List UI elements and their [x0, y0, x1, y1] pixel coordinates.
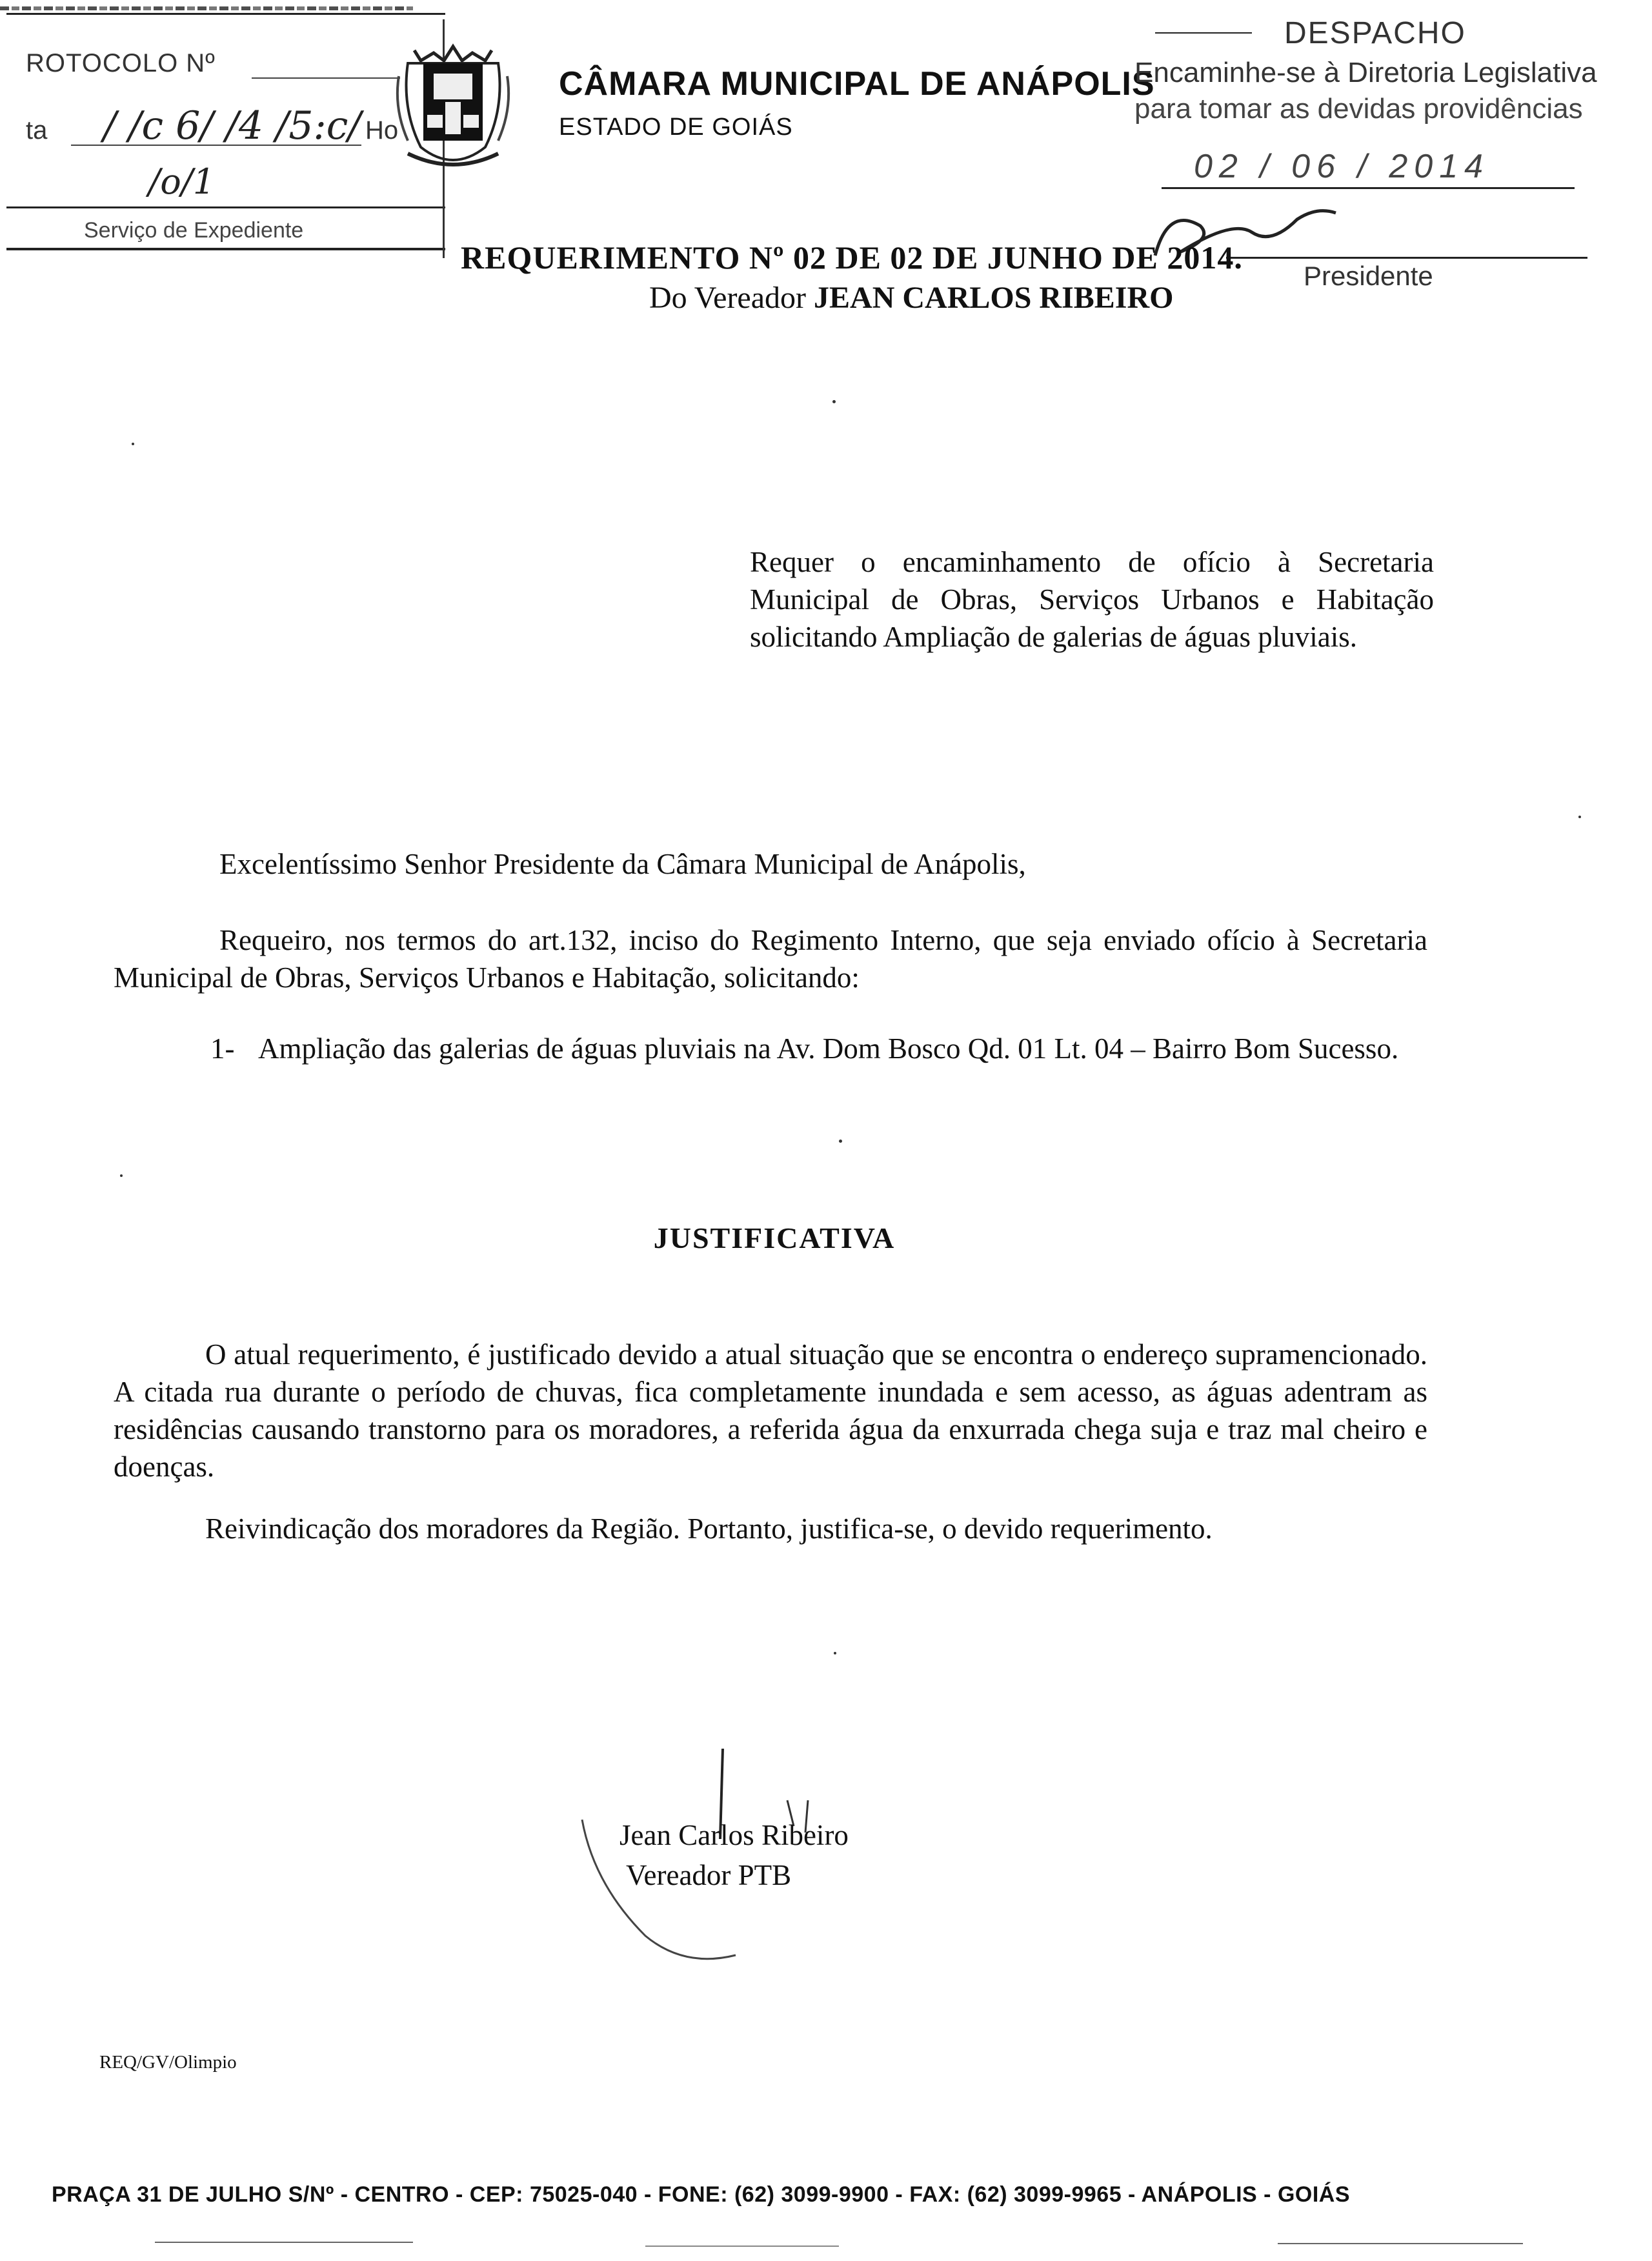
despacho-date: 02 / 06 / 2014 [1194, 148, 1490, 185]
scan-speck [132, 443, 134, 445]
author-prefix: Do Vereador [649, 281, 807, 315]
state-name: ESTADO DE GOIÁS [559, 114, 793, 141]
despacho-instruction-line-2: para tomar as devidas providências [1134, 93, 1583, 125]
author-name: JEAN CARLOS RIBEIRO [814, 281, 1174, 315]
stamp-hour-label: Ho [365, 116, 399, 145]
justification-paragraph: O atual requerimento, é justificado devido a atual situação que se encontra o endereço supramencionado. A citada rua durante o período de chuvas, fica completamente inundada e sem acesso, as águas adentram as residências causando transtorno para os moradores, a referida água da enxurrada chega suja e traz mal cheiro e doenças. [114, 1338, 1427, 1483]
request-item-text: Ampliação das galerias de águas pluviais na Av. Dom Bosco Qd. 01 Lt. 04 – Bairro Bom Sucesso. [258, 1032, 1399, 1065]
scan-speck [834, 1652, 836, 1654]
justification-title: JUSTIFICATIVA [653, 1221, 896, 1254]
scan-edge-noise [0, 6, 413, 10]
despacho-signer-title: Presidente [1304, 261, 1433, 291]
document-summary: Requer o encaminhamento de ofício à Secretaria Municipal de Obras, Serviços Urbanos e Habitação solicitando Ampliação de galerias de águas pluviais. [750, 546, 1434, 653]
stamp-protocol-label: ROTOCOLO Nº [26, 49, 216, 77]
reference-code: REQ/GV/Olimpio [99, 2052, 237, 2073]
request-paragraph: Requeiro, nos termos do art.132, inciso do Regimento Interno, que seja enviado ofício à Secretaria Municipal de Obras, Serviços Urbanos e Habitação, solicitando: [114, 924, 1427, 994]
signature-role: Vereador PTB [626, 1859, 792, 1891]
document-author [649, 280, 1173, 316]
municipal-coat-of-arms-icon [395, 37, 511, 179]
despacho-title: DESPACHO [1284, 16, 1466, 50]
chamber-name: CÂMARA MUNICIPAL DE ANÁPOLIS [559, 65, 1155, 103]
stamp-date-label: ta [26, 116, 48, 145]
closing-paragraph: Reivindicação dos moradores da Região. Portanto, justifica-se, o devido requerimento. [205, 1512, 1213, 1545]
scan-speck [839, 1140, 842, 1143]
protocol-stamp: ROTOCOLO Nº ta Ho / /c 6/ /4 /5:c/ /o/1 Serviço de Expediente [6, 13, 445, 252]
scan-speck [1578, 816, 1581, 818]
salutation: Excelentíssimo Senhor Presidente da Câmara Municipal de Anápolis, [219, 848, 1026, 880]
despacho-instruction-line-1: Encaminhe-se à Diretoria Legislativa [1134, 57, 1597, 88]
footer-address: PRAÇA 31 DE JULHO S/Nº - CENTRO - CEP: 75025-040 - FONE: (62) 3099-9900 - FAX: (62) 3099-9965 - ANÁPOLIS - GOIÁS [52, 2182, 1351, 2207]
scan-speck [832, 400, 836, 403]
stamp-service-label: Serviço de Expediente [84, 218, 304, 243]
document-title: REQUERIMENTO Nº 02 DE 02 DE JUNHO DE 2014. [461, 239, 1243, 276]
request-item-number: 1- [210, 1032, 235, 1065]
signature-name: Jean Carlos Ribeiro [620, 1819, 849, 1851]
scan-speck [120, 1174, 123, 1177]
